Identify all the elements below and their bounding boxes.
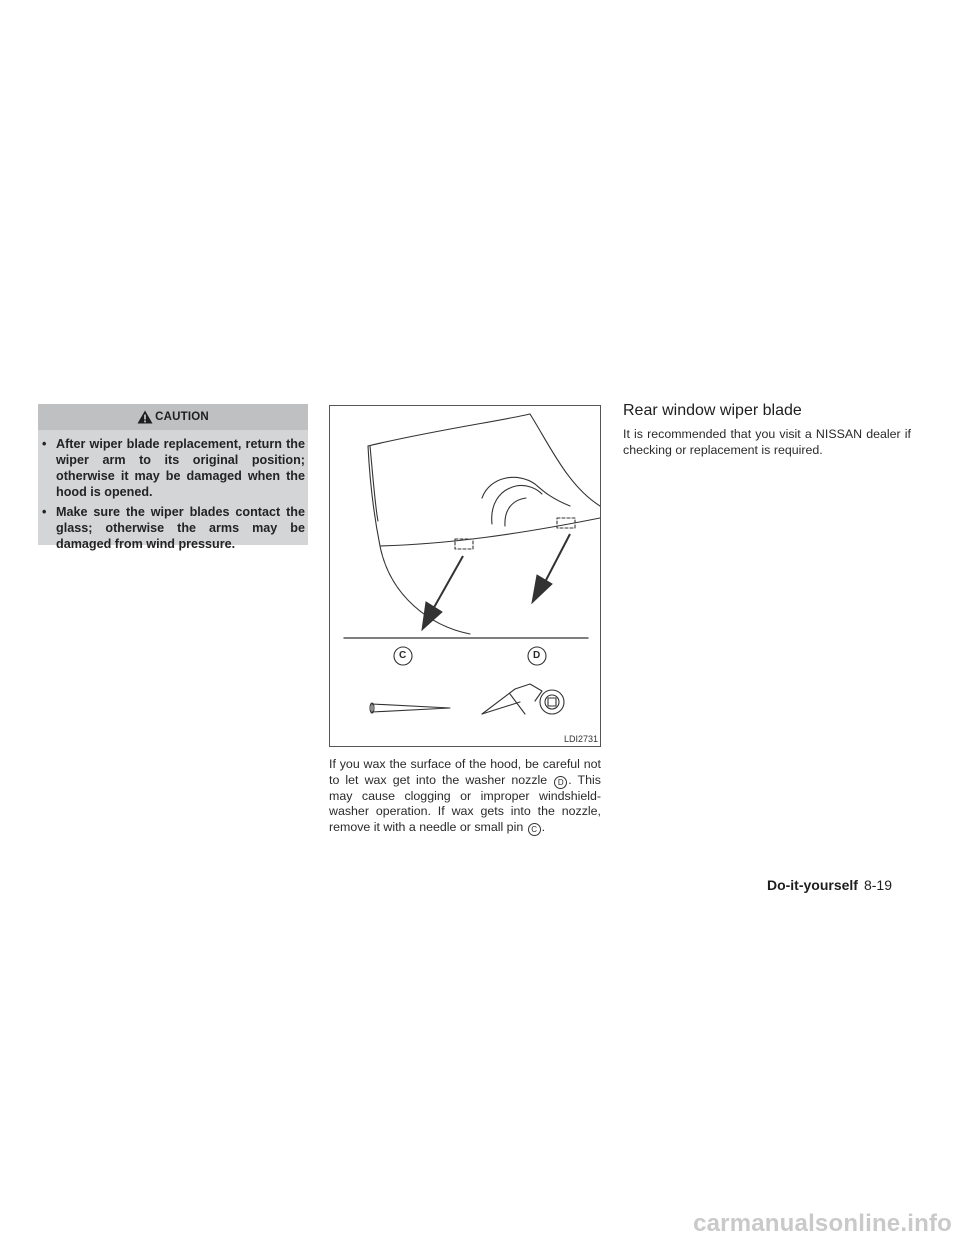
caution-item: • After wiper blade replacement, return the wiper arm to its original position; otherwise it may be damaged when the hood is opened. (42, 437, 305, 499)
hood-nozzle-illustration (330, 406, 600, 746)
rear-wiper-text: It is recommended that you visit a NISSAN dealer if checking or replacement is required. (623, 427, 911, 457)
watermark: carmanualsonline.info (693, 1210, 952, 1237)
figure-code: LDI2731 (563, 734, 598, 744)
label-d: D (533, 650, 541, 661)
wiper-nozzle-figure (329, 405, 601, 747)
caution-title: CAUTION (155, 411, 209, 423)
caution-header (38, 404, 308, 430)
page-footer (767, 877, 892, 893)
footer-section: Do-it-yourself (766, 877, 858, 893)
caution-list (38, 436, 308, 556)
marker-c: C (528, 823, 541, 836)
caution-item: • Make sure the wiper blades contact the glass; otherwise the arms may be damaged from wind pressure. (42, 505, 305, 551)
rear-wiper-title: Rear window wiper blade (623, 402, 802, 419)
warning-triangle-icon (137, 410, 153, 424)
marker-d: D (554, 776, 567, 789)
page-number: 8-19 (863, 877, 892, 893)
label-c: C (399, 650, 407, 661)
caution-box (38, 404, 308, 551)
nozzle-paragraph: If you wax the surface of the hood, be careful not to let wax get into the washer nozzle D . This may cause clogging or improper windshield-washer operation. If wax gets into the nozzle, remove it with a needle or small pin C . (329, 757, 601, 834)
